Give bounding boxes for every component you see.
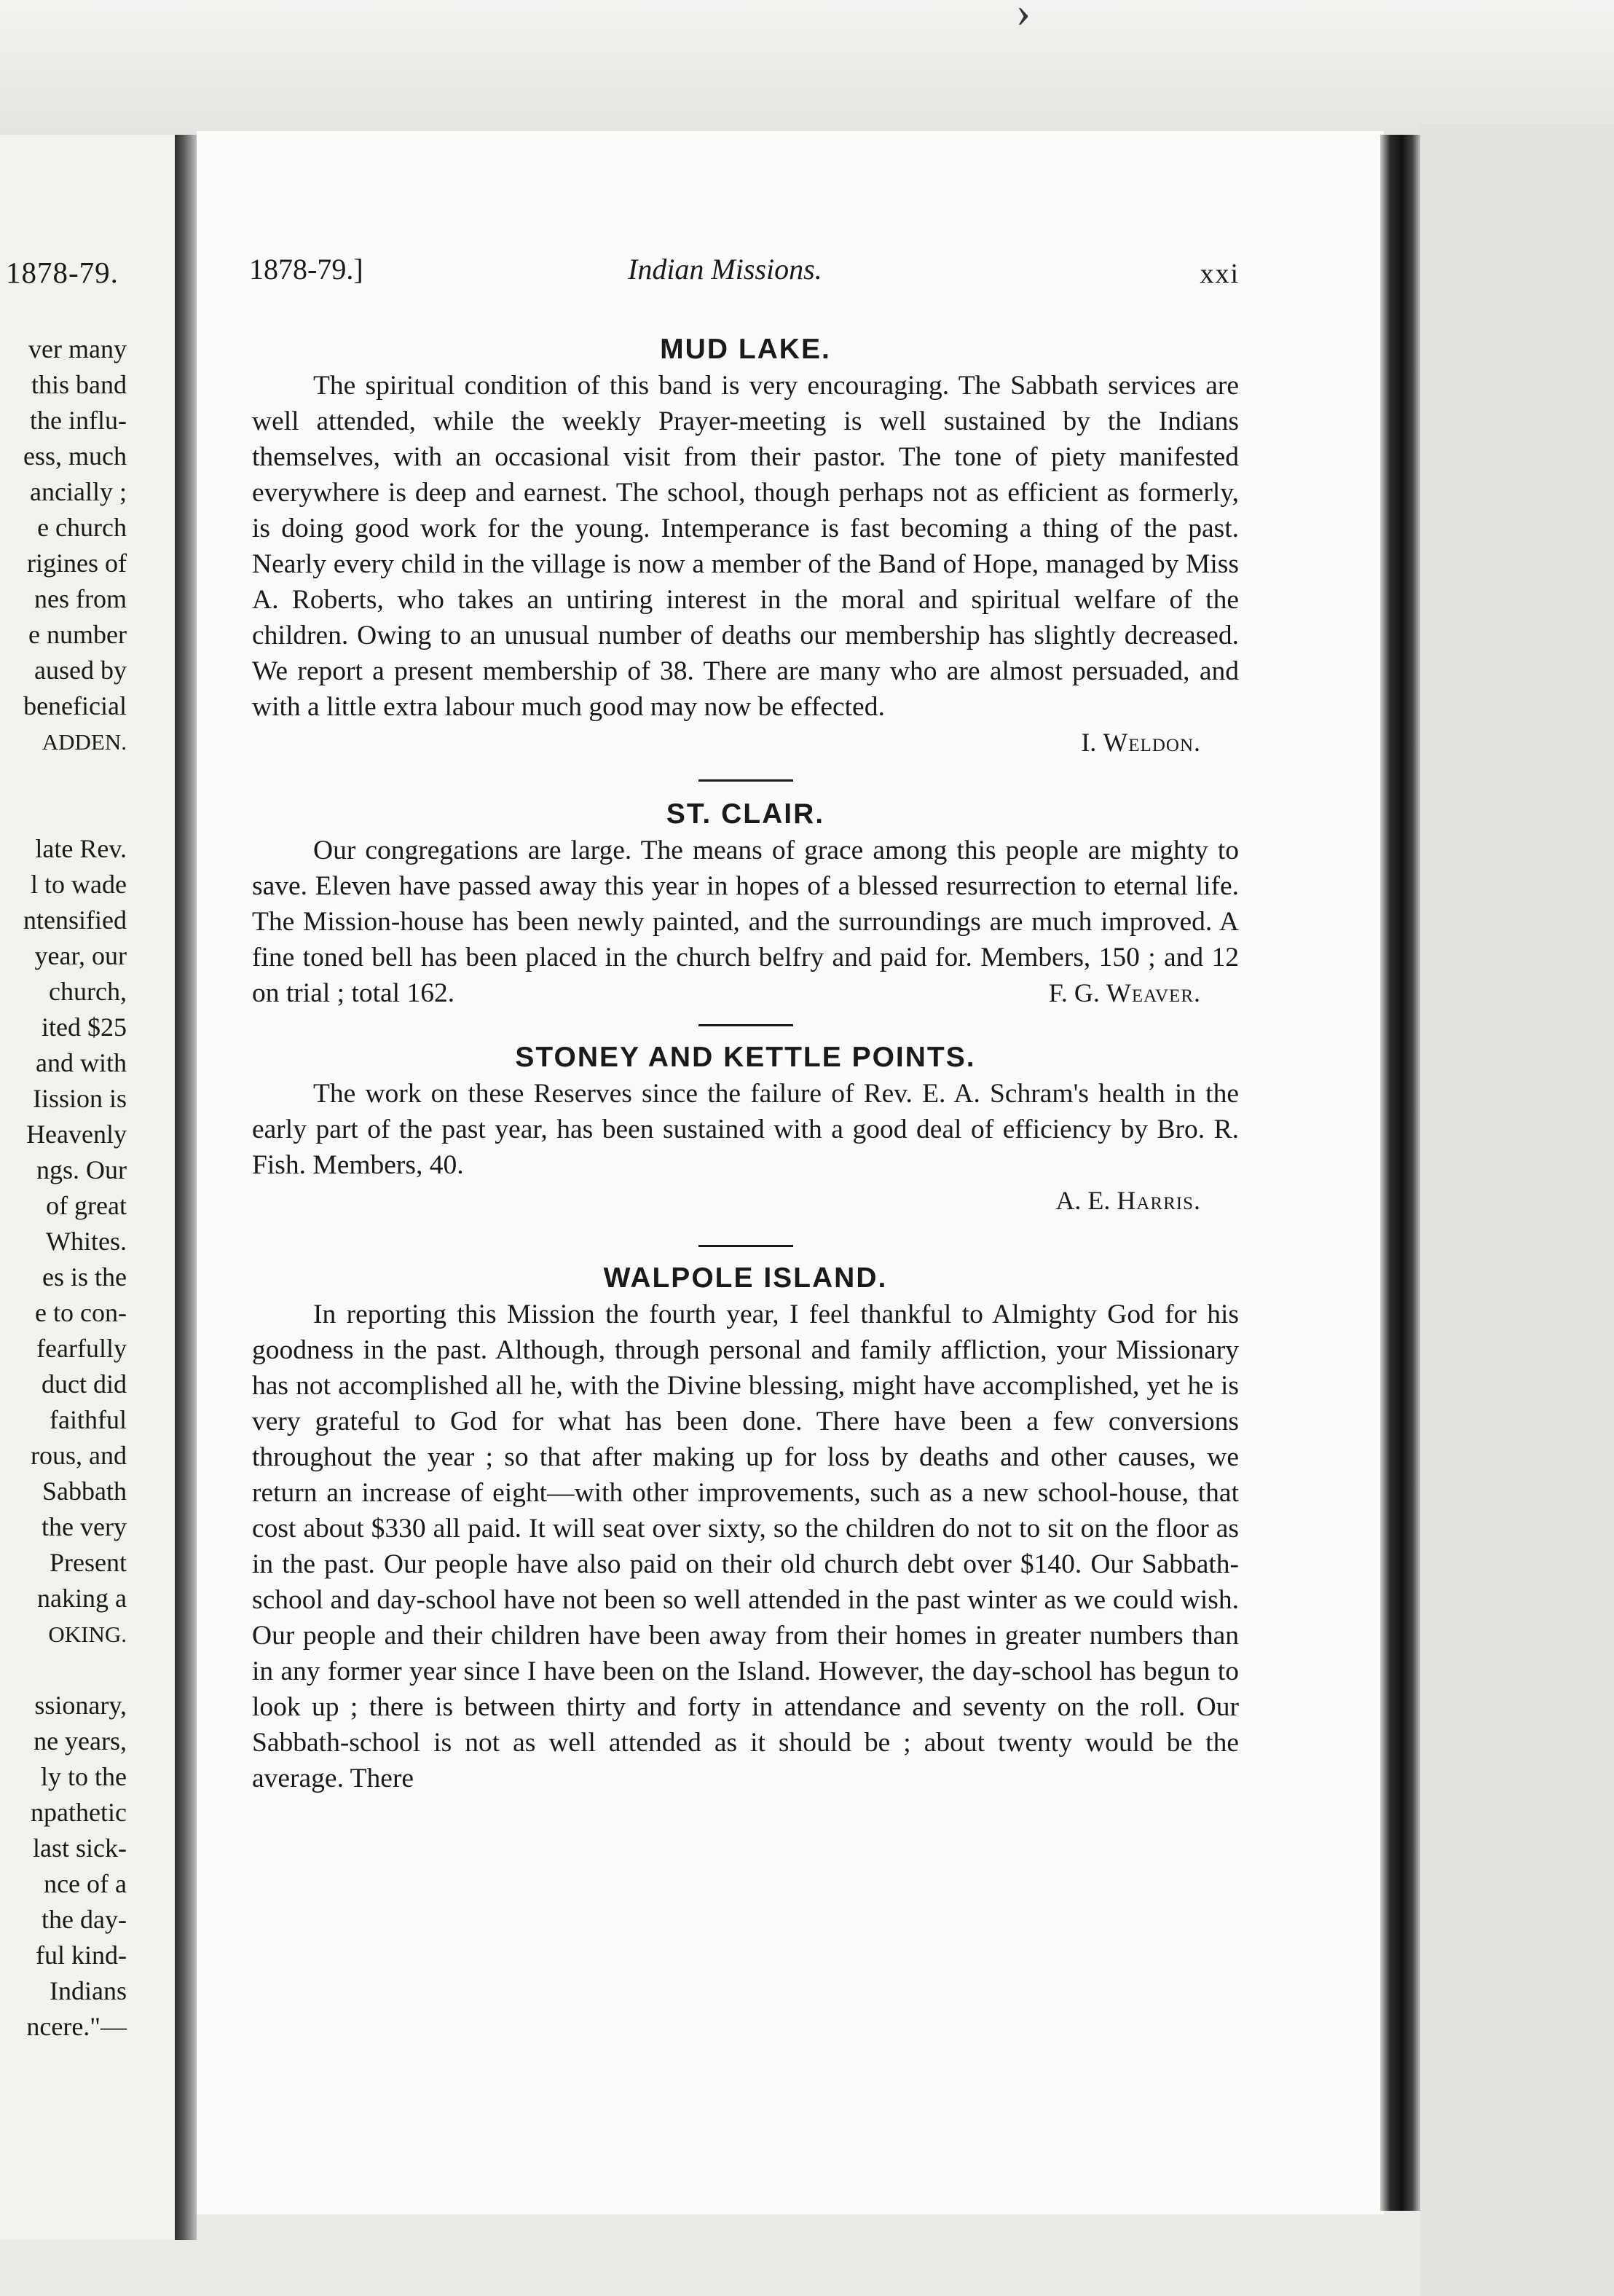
section-title: ST. CLAIR. [666, 798, 825, 830]
left-page-header: 1878-79. [6, 256, 119, 289]
left-page-line: ADDEN. [42, 729, 127, 755]
page-content [252, 331, 1239, 1796]
left-page-line: ess, much [23, 441, 127, 471]
signature-initial: F. G. [1048, 978, 1100, 1007]
scan-margin [1420, 124, 1614, 2296]
section-divider [698, 1024, 793, 1026]
left-page-line: Iission is [32, 1084, 127, 1113]
left-page-line: l to wade [31, 870, 127, 899]
section-body: The spiritual condition of this band is very encouraging. The Sabbath services are well attended, while the weekly Prayer-meeting is well sustained by the Indians themselves, with an occasional visit from their pastor. The tone of piety manifested everywhere is deep and earnest. The school, though perhaps not as efficient as formerly, is doing good work for the young. Intemperance is fast becoming a thing of the past. Nearly every child in the village is now a member of the Band of Hope, managed by Miss A. Roberts, who takes an untiring interest in the moral and spiritual welfare of the children. Owing to an unusual number of deaths our membership has slightly decreased. We report a present membership of 38. There are many who are almost persuaded, and with a little extra labour much good may now be effected. [252, 371, 1239, 722]
signature-initial: I. [1081, 728, 1097, 757]
left-page-line: npathetic [31, 1798, 127, 1827]
left-page-line [23, 1652, 127, 1688]
signature [988, 975, 1239, 1011]
left-page-line: faithful [50, 1405, 127, 1434]
left-page-line: duct did [42, 1369, 127, 1399]
left-page-line: nce of a [44, 1869, 127, 1898]
header-title: Indian Missions. [628, 253, 822, 286]
section-divider [698, 1245, 793, 1247]
left-facing-page [0, 135, 177, 2240]
left-page-line: Present [50, 1548, 127, 1577]
section-mud-lake [252, 331, 1239, 760]
left-page-line: naking a [37, 1584, 127, 1613]
left-page-line: rigines of [27, 549, 127, 578]
left-page-line: and with [36, 1048, 127, 1077]
header-year: 1878-79.] [249, 253, 363, 286]
left-page-line: the day- [42, 1905, 127, 1934]
scan-background [0, 0, 1614, 138]
left-page-line: this band [31, 370, 127, 399]
left-page-line: Sabbath [42, 1477, 127, 1506]
scan-mark: › [1016, 0, 1031, 36]
left-page-line: ngs. Our [36, 1155, 127, 1184]
left-page-line: ncere."— [26, 2012, 127, 2041]
left-page-line: nes from [34, 584, 127, 613]
section-body: In reporting this Mission the fourth year, I feel thankful to Almighty God for his goodness in the past. Although, through personal and family affliction, your Missionary has not accomplished all he, with the Divine blessing, might have accomplished, yet he is very grateful to God for what has been done. There have been a few conversions throughout the year ; so that after making up for loss by deaths and other causes, we return an increase of eight—with other improvements, such as a new school-house, that cost about $330 all paid. It will seat over sixty, so the children do not to sit on the floor as in the past. Our people have also paid on their old church debt over $140. Our Sabbath-school and day-school have not been so well attended in the past winter as we could wish. Our people and their children have been away from their homes in greater numbers than in any former year since I have been on the Island. However, the day-school has begun to look up ; there is between thirty and forty in attendance and seventy on the roll. Our Sabbath-school is not as well attended as it should be ; about twenty would be the average. There [252, 1300, 1239, 1793]
left-page-line: Heavenly [26, 1120, 127, 1149]
signature [252, 725, 1239, 760]
section-stoney-kettle [252, 1039, 1239, 1219]
left-page-line: OKING. [48, 1621, 127, 1647]
left-page-line: Whites. [46, 1227, 127, 1256]
section-title: MUD LAKE. [660, 334, 831, 365]
book-gutter [175, 135, 197, 2240]
left-page-line: rous, and [31, 1441, 127, 1470]
left-page-line: ancially ; [30, 477, 127, 506]
left-page-line: ited $25 [42, 1013, 127, 1042]
section-body: The work on these Reserves since the failure of Rev. E. A. Schram's health in the early part of the past year, has been sustained with a good deal of efficiency by Bro. R. Fish. Members, 40. [252, 1079, 1239, 1180]
section-title: WALPOLE ISLAND. [603, 1262, 888, 1294]
section-body [252, 833, 1239, 1011]
section-walpole-island [252, 1260, 1239, 1796]
left-page-line: late Rev. [35, 834, 127, 863]
left-page-line: e number [28, 620, 127, 649]
left-page-line: e church [37, 513, 127, 542]
left-page-line: of great [46, 1191, 127, 1220]
signature-initial: A. E. [1055, 1186, 1111, 1215]
left-page-line: ful kind- [36, 1941, 127, 1970]
left-page-line [23, 760, 127, 795]
left-page-line: ssionary, [34, 1691, 127, 1720]
left-page-line: aused by [34, 656, 127, 685]
page-number: xxi [1200, 259, 1240, 289]
section-divider [698, 779, 793, 782]
section-st-clair [252, 796, 1239, 1011]
left-page-text [23, 331, 127, 2045]
signature [252, 1183, 1239, 1219]
left-page-line: ne years, [34, 1726, 127, 1756]
section-body-text: Our congregations are large. The means of grace among this people are mighty to save. Eleven have passed away this year in hopes of a blessed resurrection to eternal life. The Mission-house has been newly painted, and the surroundings are much improved. A fine toned bell has been placed in the church belfry and paid for. Members, 150 ; and 12 on trial ; total 162. [252, 836, 1239, 1008]
signature-name: Harris. [1117, 1186, 1201, 1215]
left-page-line: ver many [28, 334, 127, 363]
running-header [249, 252, 1240, 296]
signature-name: Weldon. [1103, 728, 1201, 757]
left-page-line: es is the [42, 1262, 127, 1292]
signature-name: Weaver. [1106, 978, 1201, 1007]
left-page-line: beneficial [23, 691, 127, 720]
left-page-line: last sick- [33, 1833, 127, 1863]
left-page-line [23, 795, 127, 831]
left-page-line: church, [49, 977, 127, 1006]
left-page-line: e to con- [35, 1298, 127, 1327]
left-page-line: the influ- [30, 406, 127, 435]
page-edge [1380, 135, 1420, 2211]
left-page-line: year, our [34, 941, 127, 970]
left-page-line: ly to the [41, 1762, 127, 1791]
left-page-line: fearfully [36, 1334, 127, 1363]
left-page-line: ntensified [23, 905, 127, 935]
left-page-line: the very [42, 1512, 127, 1541]
section-title: STONEY AND KETTLE POINTS. [515, 1042, 976, 1073]
left-page-line: Indians [50, 1976, 127, 2005]
